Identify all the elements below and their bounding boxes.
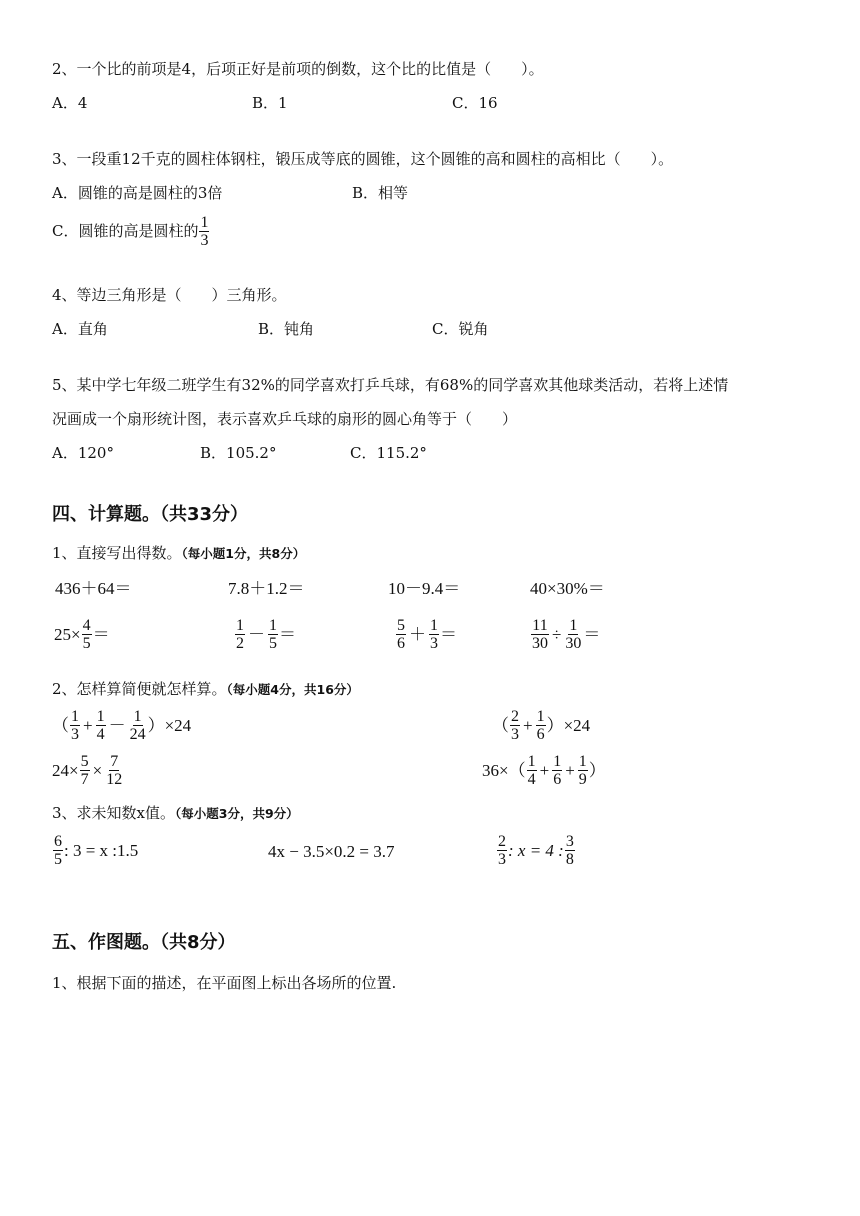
fraction-numerator: 1 [527, 753, 536, 770]
section4-title: 四、计算题。（共33分） [52, 504, 249, 525]
p2-expr-2 [492, 708, 590, 743]
fraction-denominator: 12 [106, 771, 123, 788]
fraction [129, 708, 147, 743]
fraction-denominator: 30 [532, 635, 548, 652]
fraction-denominator: 3 [200, 232, 209, 249]
operator: + [565, 761, 575, 780]
p1-expr-6 [234, 617, 296, 652]
fraction-numerator: 1 [200, 214, 209, 231]
fraction-numerator: 1 [71, 708, 79, 725]
q3-option-c-fraction [199, 214, 209, 249]
operator: × [92, 761, 103, 780]
fraction-denominator: 6 [536, 726, 545, 743]
q3-option-b: B．相等 [352, 184, 409, 202]
fraction-numerator: 1 [236, 617, 244, 634]
fraction [552, 753, 562, 788]
section4-part3-heading [52, 806, 299, 821]
q4-option-b: B．钝角 [258, 320, 315, 338]
fraction [578, 753, 588, 788]
section5-part1-label: 1、根据下面的描述，在平面图上标出各场所的位置. [52, 974, 397, 992]
q5-option-b: B．105.2° [200, 444, 277, 462]
operator: ＋ [409, 625, 426, 644]
fraction [527, 753, 537, 788]
fraction [510, 708, 520, 743]
fraction-numerator: 7 [110, 753, 119, 770]
fraction-numerator: 4 [82, 617, 91, 634]
fraction [82, 617, 92, 652]
fraction-numerator: 1 [553, 753, 562, 770]
q5-option-a: A．120° [52, 444, 114, 462]
q2-option-a: A．4 [52, 94, 88, 112]
q4-option-a: A．直角 [52, 320, 108, 338]
expr-text: : 3 = x :1.5 [64, 841, 139, 860]
fraction-numerator: 5 [80, 753, 89, 770]
part3-label: 3、求未知数x值。 [52, 804, 176, 822]
fraction [396, 617, 406, 652]
p3-equation-1 [52, 833, 138, 868]
fraction [565, 833, 575, 868]
section4-part1-heading [52, 546, 305, 561]
fraction [105, 753, 123, 788]
q2-option-c: C．16 [452, 94, 498, 112]
fraction-denominator: 3 [71, 726, 79, 743]
equals-sign: ＝ [583, 625, 601, 644]
fraction-denominator: 3 [511, 726, 519, 743]
q3-stem: 3、一段重12千克的圆柱体钢柱，锻压成等底的圆锥，这个圆锥的高和圆柱的高相比（ ）。 [52, 150, 674, 168]
fraction-numerator: 6 [54, 833, 62, 850]
p2-expr-4 [482, 753, 606, 788]
fraction-numerator: 5 [397, 617, 405, 634]
fraction-denominator: 5 [82, 635, 91, 652]
close-paren: ）×24 [147, 716, 192, 735]
fraction [564, 617, 582, 652]
fraction-numerator: 11 [532, 617, 548, 634]
section4-part2-heading [52, 682, 359, 697]
operator: + [523, 716, 533, 735]
fraction-denominator: 6 [397, 635, 405, 652]
fraction-denominator: 6 [553, 771, 562, 788]
fraction-numerator: 1 [536, 708, 545, 725]
fraction-denominator: 4 [527, 771, 536, 788]
p1-expr-4: 40×30%＝ [530, 579, 605, 598]
fraction [235, 617, 245, 652]
expr-text: 25× [54, 625, 81, 644]
q3-option-a: A．圆锥的高是圆柱的3倍 [52, 184, 223, 202]
q3-option-c-text: C．圆锥的高是圆柱的 [52, 222, 199, 240]
fraction-numerator: 2 [511, 708, 519, 725]
equals-sign: ＝ [279, 625, 296, 644]
open-paren: （ [52, 716, 69, 735]
fraction-denominator: 30 [565, 635, 582, 652]
close-paren: ） [588, 761, 606, 780]
p1-expr-2: 7.8＋1.2＝ [228, 579, 305, 598]
fraction [70, 708, 80, 743]
fraction-denominator: 9 [578, 771, 587, 788]
fraction-denominator: 24 [129, 726, 146, 743]
section5-title: 五、作图题。（共8分） [52, 932, 236, 953]
fraction-denominator: 5 [54, 851, 62, 868]
p1-expr-7 [395, 617, 457, 652]
q5-stem-line1: 5、某中学七年级二班学生有32%的同学喜欢打乒乓球，有68%的同学喜欢其他球类活动，若将上述情 [52, 376, 729, 394]
equals-sign: ＝ [440, 625, 457, 644]
fraction-numerator: 1 [569, 617, 578, 634]
part1-note: （每小题1分，共8分） [181, 546, 306, 561]
p3-equation-2: 4x − 3.5×0.2 = 3.7 [268, 842, 395, 861]
equals-sign: ＝ [92, 625, 110, 644]
p2-expr-3 [52, 753, 124, 788]
fraction [536, 708, 546, 743]
p1-expr-3: 10－9.4＝ [388, 579, 461, 598]
fraction [80, 753, 90, 788]
p1-expr-5 [54, 617, 110, 652]
p1-expr-1: 436＋64＝ [55, 579, 132, 598]
q4-stem: 4、等边三角形是（ ）三角形。 [52, 286, 287, 304]
part3-note: （每小题3分，共9分） [175, 806, 299, 821]
fraction-numerator: 1 [96, 708, 105, 725]
close-paren: ）×24 [546, 716, 591, 735]
p2-expr-1 [52, 708, 191, 743]
fraction-denominator: 5 [269, 635, 277, 652]
p3-equation-3 [496, 833, 576, 868]
fraction-numerator: 1 [269, 617, 277, 634]
fraction-denominator: 3 [430, 635, 438, 652]
fraction-denominator: 3 [498, 851, 506, 868]
fraction-numerator: 1 [133, 708, 142, 725]
open-paren: （ [492, 716, 509, 735]
expr-text: 36×（ [482, 761, 526, 780]
q2-stem: 2、一个比的前项是4，后项正好是前项的倒数，这个比的比值是（ ）。 [52, 60, 544, 78]
fraction [53, 833, 63, 868]
q3-option-c [52, 214, 210, 249]
operator: － [248, 625, 265, 644]
fraction-numerator: 1 [430, 617, 438, 634]
q5-stem-line2: 况画成一个扇形统计图，表示喜欢乒乓球的扇形的圆心角等于（ ） [52, 410, 518, 428]
operator: + [539, 761, 550, 780]
fraction-numerator: 2 [498, 833, 506, 850]
q2-option-b: B．1 [252, 94, 288, 112]
fraction-denominator: 4 [96, 726, 105, 743]
fraction [429, 617, 439, 652]
fraction [96, 708, 106, 743]
expr-text: : x = 4 : [508, 841, 564, 860]
operator: ÷ [552, 625, 562, 644]
fraction-numerator: 1 [578, 753, 587, 770]
fraction-denominator: 2 [236, 635, 244, 652]
fraction-denominator: 8 [565, 851, 574, 868]
part2-label: 2、怎样算简便就怎样算。 [52, 680, 227, 698]
part2-note: （每小题4分，共16分） [226, 682, 359, 697]
expr-text: 24× [52, 761, 79, 780]
part1-label: 1、直接写出得数。 [52, 544, 182, 562]
q4-option-c: C．锐角 [432, 320, 489, 338]
p1-expr-8 [530, 617, 600, 652]
q5-option-c: C．115.2° [350, 444, 427, 462]
fraction-denominator: 7 [80, 771, 89, 788]
operator: + [83, 716, 93, 735]
operator: － [108, 716, 126, 735]
fraction [497, 833, 507, 868]
fraction [531, 617, 549, 652]
fraction-numerator: 3 [565, 833, 574, 850]
fraction [268, 617, 278, 652]
